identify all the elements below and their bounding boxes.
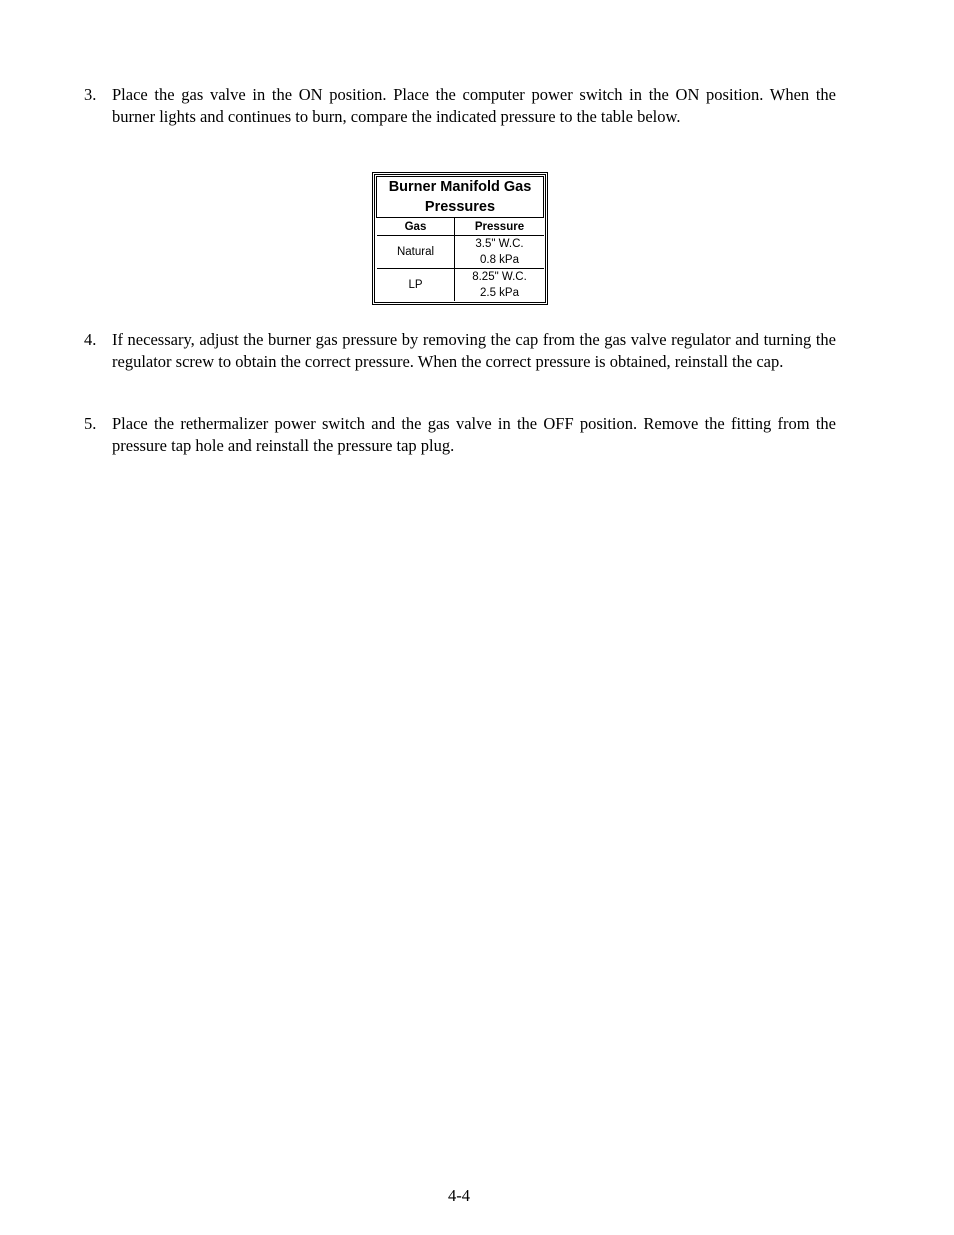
table-row [377, 236, 544, 269]
step-4 [84, 329, 836, 373]
column-header-gas: Gas [377, 218, 455, 236]
page-number: 4-4 [448, 1186, 470, 1205]
pressure-cell [455, 269, 544, 302]
pressure-cell [455, 236, 544, 269]
table-title-line-1: Burner Manifold Gas [388, 179, 532, 195]
gas-cell: LP [377, 269, 455, 302]
gas-cell: Natural [377, 236, 455, 269]
step-text: Place the gas valve in the ON position. Place the computer power switch in the ON position. When the burner lights and continues to burn, compare the indicated pressure to the table below. [112, 85, 836, 126]
step-5 [84, 413, 836, 457]
pressure-kpa: 2.5 kPa [479, 287, 519, 299]
pressure-wc: 8.25" W.C. [472, 271, 527, 283]
step-number: 4. [84, 330, 97, 349]
column-header-pressure: Pressure [455, 218, 544, 236]
table-title-line-2: Pressures [424, 199, 496, 215]
step-3 [84, 84, 836, 128]
burner-manifold-gas-pressures-table [372, 172, 548, 305]
step-text: Place the rethermalizer power switch and the gas valve in the OFF position. Remove the fitting from the pressure tap hole and reinstall the pressure tap plug. [112, 414, 836, 455]
pressure-kpa: 0.8 kPa [479, 254, 519, 266]
table-row [377, 269, 544, 302]
step-text: If necessary, adjust the burner gas pressure by removing the cap from the gas valve regulator and turning the regulator screw to obtain the correct pressure. When the correct pressure is obtained, reinstall the cap. [112, 330, 836, 371]
step-number: 5. [84, 414, 97, 433]
step-number: 3. [84, 85, 97, 104]
table-title [377, 177, 544, 218]
pressure-wc: 3.5" W.C. [475, 238, 524, 250]
